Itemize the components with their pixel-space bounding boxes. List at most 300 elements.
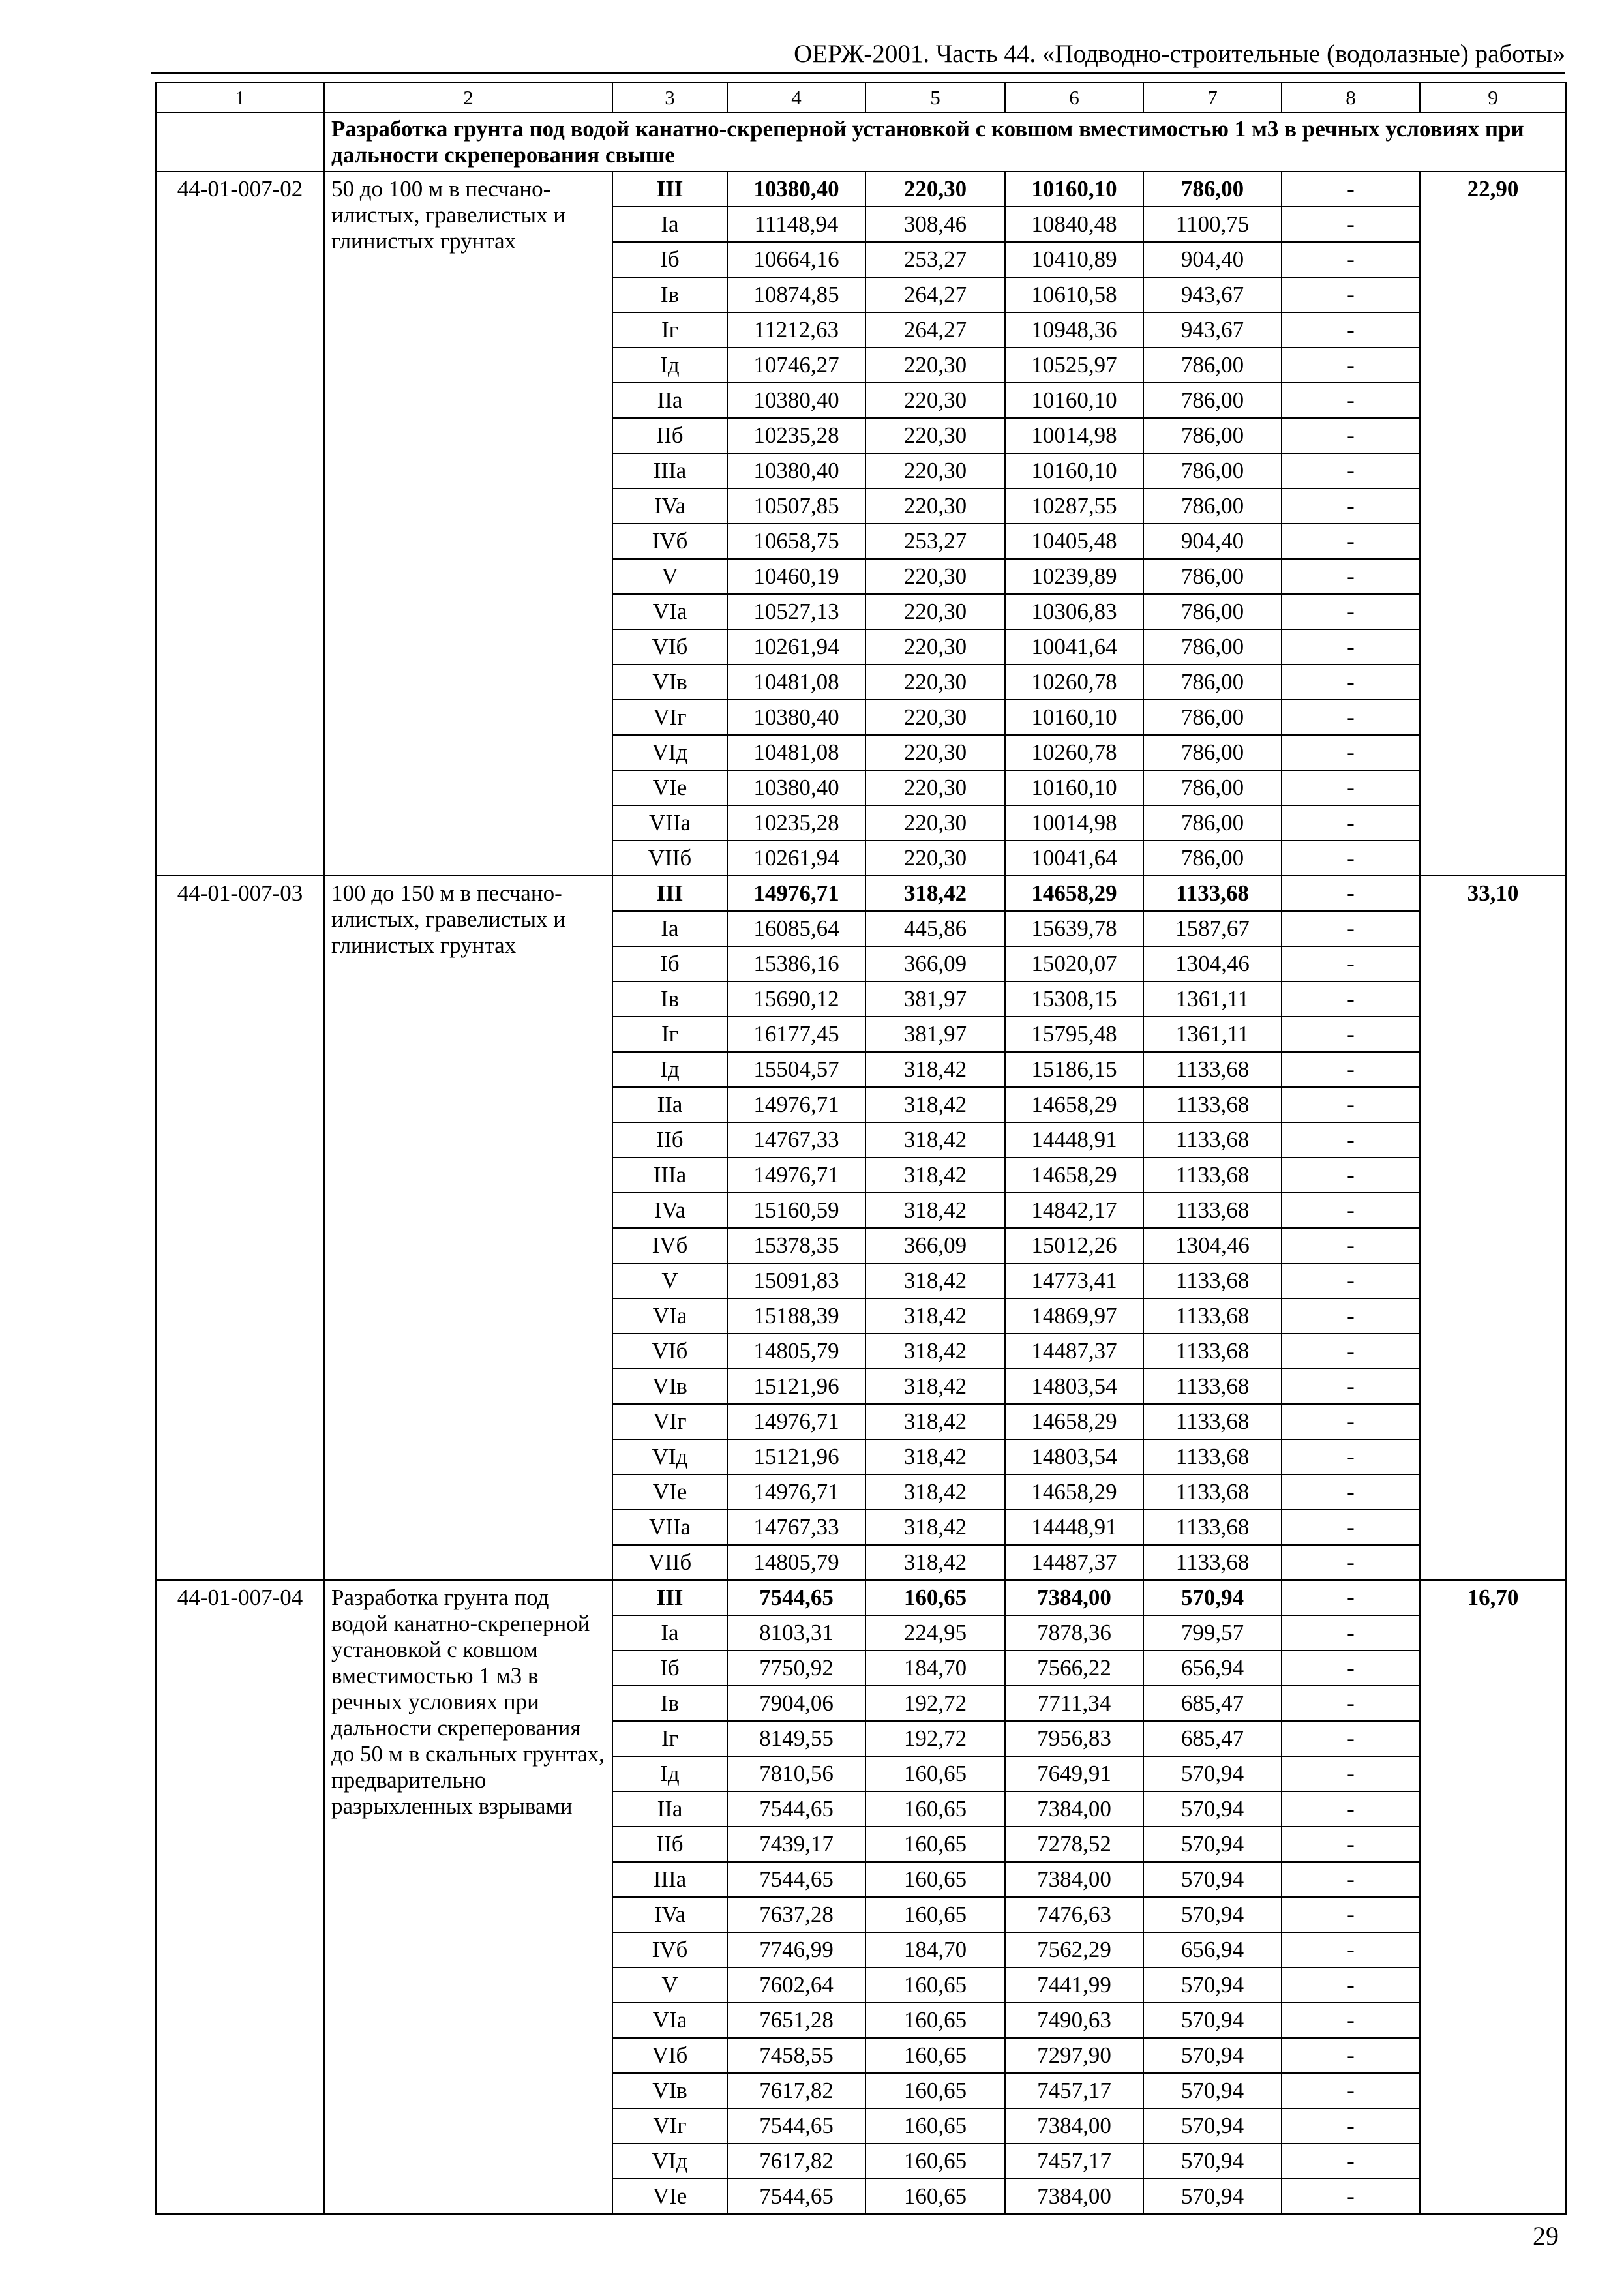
value-cell: 570,94 [1143,2003,1282,2038]
value-cell: - [1282,2144,1420,2179]
value-cell: - [1282,2003,1420,2038]
value-cell: 7637,28 [727,1897,865,1932]
value-cell: - [1282,1862,1420,1897]
value-cell: 220,30 [865,770,1005,805]
rates-table-body [156,83,1566,2214]
value-cell: 7384,00 [1005,2179,1143,2214]
value-cell: 1133,68 [1143,1298,1282,1334]
page-number: 29 [1533,2221,1559,2251]
value-cell: 786,00 [1143,805,1282,841]
value-cell: 1133,68 [1143,876,1282,911]
value-cell: 220,30 [865,559,1005,594]
region-cell: IVб [612,524,727,559]
value-cell: 786,00 [1143,418,1282,453]
value-cell: 1133,68 [1143,1510,1282,1545]
value-cell: 253,27 [865,524,1005,559]
value-cell: 570,94 [1143,1827,1282,1862]
value-cell: 381,97 [865,1017,1005,1052]
region-cell: III [612,172,727,207]
value-cell: - [1282,1439,1420,1474]
value-cell: 1133,68 [1143,1052,1282,1087]
region-cell: Iб [612,946,727,981]
value-cell: 14869,97 [1005,1298,1143,1334]
value-cell: 10481,08 [727,665,865,700]
value-cell: 7384,00 [1005,2108,1143,2144]
value-cell: 570,94 [1143,2108,1282,2144]
value-cell: 15690,12 [727,981,865,1017]
value-cell: 14976,71 [727,1404,865,1439]
value-cell: 8103,31 [727,1615,865,1651]
region-cell: IIб [612,1122,727,1158]
value-cell: 570,94 [1143,1756,1282,1791]
value-cell: 7297,90 [1005,2038,1143,2073]
region-cell: VIг [612,1404,727,1439]
value-cell: - [1282,1721,1420,1756]
value-cell: 10014,98 [1005,805,1143,841]
value-cell: 786,00 [1143,700,1282,735]
value-cell: 7384,00 [1005,1580,1143,1615]
value-cell: 220,30 [865,348,1005,383]
region-cell: VIв [612,2073,727,2108]
value-cell: 1133,68 [1143,1474,1282,1510]
region-cell: VIв [612,1369,727,1404]
labor-cost-total: 33,10 [1420,876,1566,1580]
value-cell: 160,65 [865,2179,1005,2214]
column-number: 4 [727,83,865,113]
region-cell: VIe [612,1474,727,1510]
value-cell: 381,97 [865,981,1005,1017]
value-cell: 786,00 [1143,841,1282,876]
value-cell: - [1282,981,1420,1017]
table-row [156,172,1566,207]
value-cell: 10874,85 [727,277,865,312]
column-number: 3 [612,83,727,113]
value-cell: 10160,10 [1005,770,1143,805]
value-cell: 15121,96 [727,1439,865,1474]
value-cell: 15012,26 [1005,1228,1143,1263]
region-cell: VIд [612,1439,727,1474]
value-cell: 10380,40 [727,172,865,207]
value-cell: 7617,82 [727,2144,865,2179]
rate-description: Разработка грунта под водой канатно-скреперной установкой с ковшом вместимостью 1 м3 в речных условиях при дальности скреперования до 50 м в скальных грунтах, предварительно разрыхленных взрывами [324,1580,612,2214]
value-cell: 786,00 [1143,594,1282,629]
value-cell: 570,94 [1143,2179,1282,2214]
value-cell: 1100,75 [1143,207,1282,242]
value-cell: 10525,97 [1005,348,1143,383]
region-cell: IVб [612,1228,727,1263]
value-cell: 1133,68 [1143,1545,1282,1580]
region-cell: IVa [612,1193,727,1228]
value-cell: 10658,75 [727,524,865,559]
value-cell: - [1282,312,1420,348]
value-cell: 10235,28 [727,418,865,453]
value-cell: 14976,71 [727,1087,865,1122]
value-cell: 1133,68 [1143,1087,1282,1122]
value-cell: 1133,68 [1143,1122,1282,1158]
labor-cost-total: 16,70 [1420,1580,1566,2214]
region-cell: VIб [612,629,727,665]
value-cell: - [1282,1651,1420,1686]
value-cell: 10260,78 [1005,665,1143,700]
value-cell: 160,65 [865,1580,1005,1615]
region-cell: IIб [612,1827,727,1862]
value-cell: 10527,13 [727,594,865,629]
value-cell: 1304,46 [1143,946,1282,981]
value-cell: - [1282,2108,1420,2144]
value-cell: 220,30 [865,453,1005,488]
value-cell: - [1282,1334,1420,1369]
value-cell: - [1282,1158,1420,1193]
value-cell: - [1282,805,1420,841]
value-cell: 786,00 [1143,453,1282,488]
value-cell: 15504,57 [727,1052,865,1087]
value-cell: - [1282,1686,1420,1721]
value-cell: - [1282,348,1420,383]
value-cell: 10507,85 [727,488,865,524]
value-cell: 7439,17 [727,1827,865,1862]
value-cell: 7562,29 [1005,1932,1143,1967]
value-cell: 10948,36 [1005,312,1143,348]
value-cell: 366,09 [865,1228,1005,1263]
value-cell: 14805,79 [727,1334,865,1369]
region-cell: VIe [612,2179,727,2214]
value-cell: 656,94 [1143,1932,1282,1967]
value-cell: 318,42 [865,1087,1005,1122]
region-cell: Iг [612,1017,727,1052]
value-cell: 184,70 [865,1932,1005,1967]
value-cell: 10260,78 [1005,735,1143,770]
value-cell: - [1282,383,1420,418]
value-cell: - [1282,946,1420,981]
region-cell: Iг [612,1721,727,1756]
region-cell: VIв [612,665,727,700]
value-cell: 7457,17 [1005,2073,1143,2108]
value-cell: 1133,68 [1143,1439,1282,1474]
value-cell: 799,57 [1143,1615,1282,1651]
value-cell: - [1282,1510,1420,1545]
region-cell: VIд [612,2144,727,2179]
value-cell: 8149,55 [727,1721,865,1756]
region-cell: IIIa [612,453,727,488]
value-cell: 10405,48 [1005,524,1143,559]
region-cell: VIIa [612,805,727,841]
value-cell: 7458,55 [727,2038,865,2073]
value-cell: - [1282,1052,1420,1087]
rate-description: 50 до 100 м в песчано-илистых, гравелистых и глинистых грунтах [324,172,612,876]
value-cell: 685,47 [1143,1686,1282,1721]
value-cell: 318,42 [865,1193,1005,1228]
value-cell: 14803,54 [1005,1439,1143,1474]
value-cell: 15121,96 [727,1369,865,1404]
value-cell: 318,42 [865,1122,1005,1158]
region-cell: IVa [612,1897,727,1932]
value-cell: - [1282,1827,1420,1862]
value-cell: 192,72 [865,1721,1005,1756]
value-cell: 1361,11 [1143,1017,1282,1052]
column-number: 7 [1143,83,1282,113]
region-cell: VIб [612,1334,727,1369]
value-cell: 10041,64 [1005,841,1143,876]
rate-code: 44-01-007-03 [156,876,324,1580]
value-cell: 318,42 [865,1439,1005,1474]
section-title: Разработка грунта под водой канатно-скреперной установкой с ковшом вместимостью 1 м3 в речных условиях при дальности скреперования свыше [324,113,1566,172]
value-cell: 10261,94 [727,629,865,665]
value-cell: 10481,08 [727,735,865,770]
value-cell: 786,00 [1143,383,1282,418]
value-cell: 10380,40 [727,453,865,488]
value-cell: 15188,39 [727,1298,865,1334]
column-number: 8 [1282,83,1420,113]
value-cell: 15160,59 [727,1193,865,1228]
region-cell: V [612,559,727,594]
rate-description: 100 до 150 м в песчано-илистых, гравелистых и глинистых грунтах [324,876,612,1580]
region-cell: VIa [612,594,727,629]
value-cell: 10160,10 [1005,700,1143,735]
value-cell: - [1282,488,1420,524]
value-cell: - [1282,841,1420,876]
value-cell: - [1282,1580,1420,1615]
region-cell: VIa [612,2003,727,2038]
value-cell: - [1282,559,1420,594]
value-cell: - [1282,1474,1420,1510]
value-cell: 685,47 [1143,1721,1282,1756]
column-number: 6 [1005,83,1143,113]
value-cell: 1361,11 [1143,981,1282,1017]
value-cell: 318,42 [865,1052,1005,1087]
value-cell: 220,30 [865,172,1005,207]
value-cell: - [1282,1932,1420,1967]
value-cell: 943,67 [1143,277,1282,312]
value-cell: 318,42 [865,1334,1005,1369]
value-cell: 366,09 [865,946,1005,981]
region-cell: VIб [612,2038,727,2073]
value-cell: 11148,94 [727,207,865,242]
value-cell: - [1282,1967,1420,2003]
region-cell: Iд [612,1052,727,1087]
value-cell: - [1282,2038,1420,2073]
value-cell: 7651,28 [727,2003,865,2038]
value-cell: 10664,16 [727,242,865,277]
value-cell: - [1282,2179,1420,2214]
value-cell: 308,46 [865,207,1005,242]
value-cell: 10287,55 [1005,488,1143,524]
value-cell: 14976,71 [727,1158,865,1193]
region-cell: VIг [612,2108,727,2144]
value-cell: 14805,79 [727,1545,865,1580]
region-cell: III [612,876,727,911]
value-cell: 14767,33 [727,1122,865,1158]
value-cell: 10261,94 [727,841,865,876]
value-cell: 15795,48 [1005,1017,1143,1052]
value-cell: 570,94 [1143,1580,1282,1615]
value-cell: 318,42 [865,1545,1005,1580]
value-cell: 10460,19 [727,559,865,594]
value-cell: 15308,15 [1005,981,1143,1017]
value-cell: 10746,27 [727,348,865,383]
value-cell: 1133,68 [1143,1263,1282,1298]
value-cell: 7649,91 [1005,1756,1143,1791]
value-cell: - [1282,172,1420,207]
value-cell: 14658,29 [1005,1474,1143,1510]
region-cell: IIIa [612,1862,727,1897]
value-cell: 7476,63 [1005,1897,1143,1932]
value-cell: 160,65 [865,1897,1005,1932]
value-cell: 7566,22 [1005,1651,1143,1686]
value-cell: 10380,40 [727,700,865,735]
value-cell: 220,30 [865,665,1005,700]
value-cell: 10235,28 [727,805,865,841]
value-cell: 160,65 [865,1967,1005,2003]
value-cell: 7711,34 [1005,1686,1143,1721]
region-cell: Iв [612,981,727,1017]
value-cell: 7384,00 [1005,1862,1143,1897]
value-cell: 264,27 [865,312,1005,348]
value-cell: 220,30 [865,488,1005,524]
region-cell: IIa [612,1087,727,1122]
value-cell: 10160,10 [1005,172,1143,207]
value-cell: 15091,83 [727,1263,865,1298]
value-cell: 14658,29 [1005,1087,1143,1122]
value-cell: 220,30 [865,805,1005,841]
page-header-title: ОЕРЖ-2001. Часть 44. «Подводно-строительные (водолазные) работы» [794,40,1565,68]
value-cell: 786,00 [1143,348,1282,383]
value-cell: 10380,40 [727,770,865,805]
value-cell: 10041,64 [1005,629,1143,665]
value-cell: 220,30 [865,735,1005,770]
value-cell: - [1282,1791,1420,1827]
value-cell: 160,65 [865,1862,1005,1897]
value-cell: 264,27 [865,277,1005,312]
value-cell: - [1282,629,1420,665]
value-cell: 786,00 [1143,172,1282,207]
value-cell: 318,42 [865,1298,1005,1334]
region-cell: IIa [612,1791,727,1827]
value-cell: 160,65 [865,2108,1005,2144]
section-title-row [156,113,1566,172]
value-cell: - [1282,1298,1420,1334]
value-cell: - [1282,277,1420,312]
rates-table [155,82,1567,2215]
column-number: 2 [324,83,612,113]
value-cell: 1587,67 [1143,911,1282,946]
value-cell: 11212,63 [727,312,865,348]
value-cell: 318,42 [865,1263,1005,1298]
value-cell: - [1282,1122,1420,1158]
value-cell: 7544,65 [727,1862,865,1897]
value-cell: 1133,68 [1143,1158,1282,1193]
value-cell: 14448,91 [1005,1510,1143,1545]
value-cell: 7544,65 [727,2108,865,2144]
value-cell: 14448,91 [1005,1122,1143,1158]
value-cell: 160,65 [865,2073,1005,2108]
region-cell: Iб [612,1651,727,1686]
value-cell: 318,42 [865,1510,1005,1545]
value-cell: - [1282,1897,1420,1932]
value-cell: - [1282,524,1420,559]
value-cell: 445,86 [865,911,1005,946]
region-cell: VIa [612,1298,727,1334]
region-cell: Iг [612,312,727,348]
value-cell: 1133,68 [1143,1404,1282,1439]
value-cell: 7810,56 [727,1756,865,1791]
region-cell: Ia [612,207,727,242]
value-cell: - [1282,876,1420,911]
header-rule [151,72,1565,74]
region-cell: IIa [612,383,727,418]
value-cell: 1133,68 [1143,1193,1282,1228]
value-cell: 7544,65 [727,2179,865,2214]
region-cell: V [612,1967,727,2003]
value-cell: 220,30 [865,594,1005,629]
value-cell: 570,94 [1143,1897,1282,1932]
value-cell: 318,42 [865,1158,1005,1193]
value-cell: 15186,15 [1005,1052,1143,1087]
value-cell: 786,00 [1143,559,1282,594]
section-code-cell [156,113,324,172]
column-number: 5 [865,83,1005,113]
value-cell: - [1282,2073,1420,2108]
value-cell: - [1282,735,1420,770]
value-cell: 7746,99 [727,1932,865,1967]
value-cell: - [1282,700,1420,735]
region-cell: Iд [612,348,727,383]
value-cell: 15639,78 [1005,911,1143,946]
value-cell: 10239,89 [1005,559,1143,594]
value-cell: 14487,37 [1005,1545,1143,1580]
region-cell: Ia [612,911,727,946]
value-cell: 253,27 [865,242,1005,277]
value-cell: 160,65 [865,2038,1005,2073]
value-cell: 570,94 [1143,1967,1282,2003]
value-cell: 14658,29 [1005,876,1143,911]
value-cell: 14658,29 [1005,1404,1143,1439]
value-cell: 786,00 [1143,629,1282,665]
table-row [156,1580,1566,1615]
value-cell: 220,30 [865,841,1005,876]
value-cell: 16177,45 [727,1017,865,1052]
value-cell: 15386,16 [727,946,865,981]
value-cell: 160,65 [865,1756,1005,1791]
value-cell: - [1282,1369,1420,1404]
value-cell: 1133,68 [1143,1369,1282,1404]
value-cell: 192,72 [865,1686,1005,1721]
region-cell: IIб [612,418,727,453]
value-cell: 7617,82 [727,2073,865,2108]
value-cell: 570,94 [1143,1862,1282,1897]
value-cell: - [1282,1545,1420,1580]
value-cell: 160,65 [865,2003,1005,2038]
value-cell: 7544,65 [727,1791,865,1827]
region-cell: Iб [612,242,727,277]
value-cell: 570,94 [1143,2144,1282,2179]
value-cell: 786,00 [1143,665,1282,700]
region-cell: Iв [612,1686,727,1721]
value-cell: 7956,83 [1005,1721,1143,1756]
column-number: 1 [156,83,324,113]
table-row [156,876,1566,911]
region-cell: IIIa [612,1158,727,1193]
value-cell: 7878,36 [1005,1615,1143,1651]
region-cell: VIe [612,770,727,805]
value-cell: - [1282,770,1420,805]
region-cell: VIг [612,700,727,735]
region-cell: Ia [612,1615,727,1651]
value-cell: 7544,65 [727,1580,865,1615]
value-cell: 10160,10 [1005,453,1143,488]
value-cell: 570,94 [1143,1791,1282,1827]
value-cell: 14767,33 [727,1510,865,1545]
value-cell: 16085,64 [727,911,865,946]
